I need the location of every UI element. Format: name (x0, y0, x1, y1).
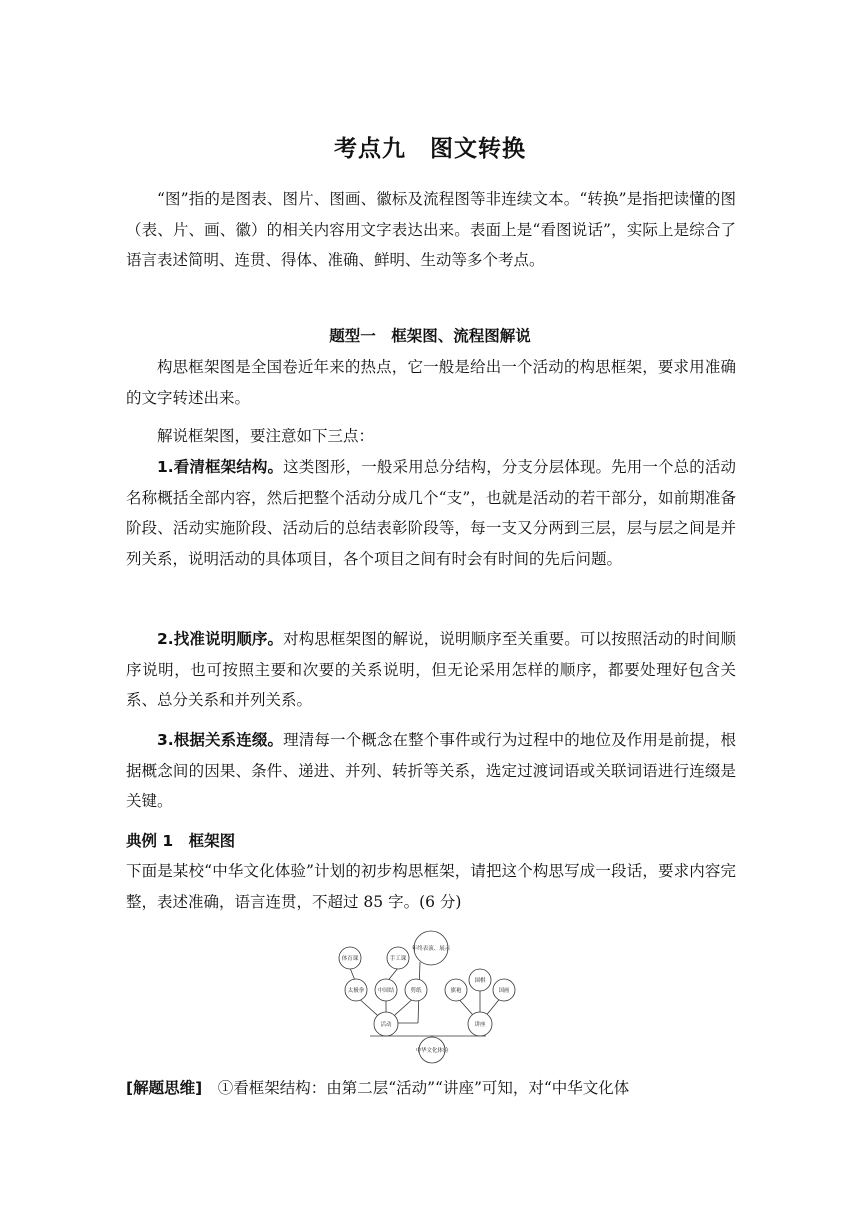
node-year-end: 年终表演、展示 (411, 946, 451, 952)
node-handcraft: 手工课 (389, 956, 407, 962)
node-guohua: 国画 (498, 988, 510, 994)
point-1-lead: 1.看清框架结构。 (157, 458, 284, 476)
page-title: 考点九 图文转换 (334, 136, 526, 162)
analysis-label: [解题思维] (126, 1079, 203, 1097)
node-root: 中华文化体验 (415, 1048, 449, 1054)
point-2 (126, 624, 736, 716)
analysis-paragraph (126, 1073, 736, 1104)
node-taiji: 太极拳 (347, 988, 365, 994)
node-qipao: 旗袍 (450, 988, 462, 994)
node-weiqi: 围棋 (474, 978, 486, 984)
section-title: 题型一 框架图、流程图解说 (329, 327, 531, 345)
node-papercut: 剪纸 (410, 988, 422, 994)
framework-diagram (330, 928, 530, 1064)
node-activity: 活动 (380, 1022, 392, 1028)
node-pe: 体育课 (341, 956, 359, 962)
point-1-body: 这类图形，一般采用总分结构，分支分层体现。先用一个总的活动名称概括全部内容，然后把整个活动分成几个“支”，也就是活动的若干部分，如前期准备阶段、活动实施阶段、活动后的总结表彰阶段等，每一支又分两到三层，层与层之间是并列关系，说明活动的具体项目，各个项目之间有时会有时间的先后问题。 (126, 458, 736, 568)
framework-diagram-svg (330, 928, 530, 1064)
example-question: 下面是某校“中华文化体验”计划的初步构思框架，请把这个构思写成一段话，要求内容完整，表述准确，语言连贯，不超过 85 字。(6 分) (126, 862, 736, 911)
point-3 (126, 725, 736, 817)
point-2-body: 对构思框架图的解说，说明顺序至关重要。可以按照活动的时间顺序说明，也可按照主要和次要的关系说明，但无论采用怎样的顺序，都要处理好包含关系、总分关系和并列关系。 (126, 630, 736, 709)
node-knot: 中国结 (377, 988, 395, 994)
node-lecture: 讲座 (474, 1022, 486, 1028)
point-2-lead: 2.找准说明顺序。 (157, 630, 284, 648)
point-3-body: 理清每一个概念在整个事件或行为过程中的地位及作用是前提，根据概念间的因果、条件、递进、并列、转折等关系，选定过渡词语或关联词语进行连缀是关键。 (126, 731, 736, 810)
section-paragraph-2: 解说框架图，要注意如下三点： (157, 427, 375, 445)
section-paragraph-1: 构思框架图是全国卷近年来的热点，它一般是给出一个活动的构思框架，要求用准确的文字转述出来。 (126, 358, 736, 407)
intro-paragraph: “图”指的是图表、图片、图画、徽标及流程图等非连续文本。“转换”是指把读懂的图（表、片、画、徽）的相关内容用文字表达出来。表面上是“看图说话”，实际上是综合了语言表述简明、连贯、得体、准确、鲜明、生动等多个考点。 (126, 190, 736, 269)
point-3-lead: 3.根据关系连缀。 (157, 731, 284, 749)
point-1 (126, 452, 736, 574)
example-label: 典例 1 框架图 (126, 832, 236, 850)
analysis-text: ①看框架结构：由第二层“活动”“讲座”可知，对“中华文化体 (217, 1079, 630, 1097)
